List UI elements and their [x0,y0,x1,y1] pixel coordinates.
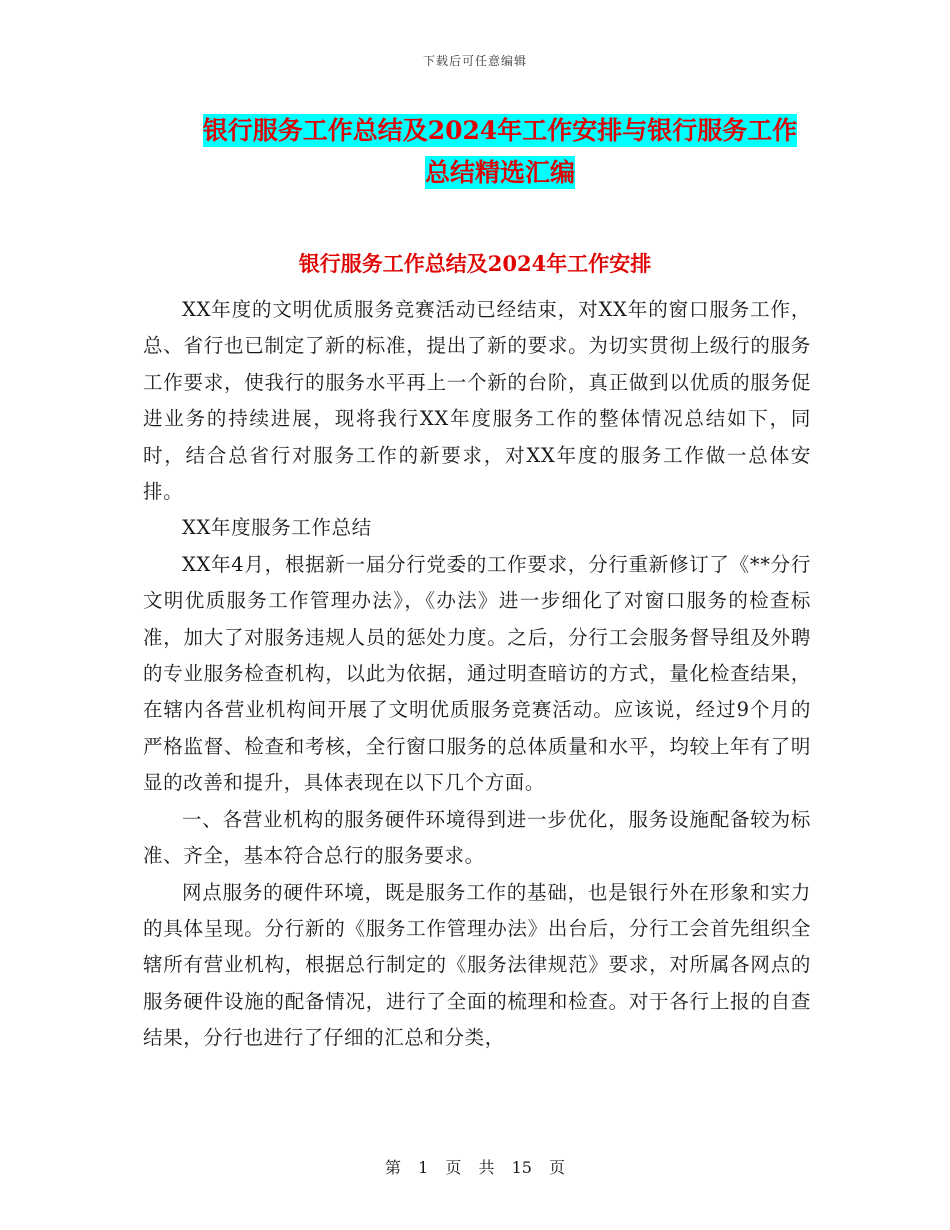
section-title: 银行服务工作总结及2024年工作安排 [298,251,652,276]
paragraph-hardware-environment: 网点服务的硬件环境，既是服务工作的基础，也是银行外在形象和实力的具体呈现。分行新的《服务工作管理办法》出台后，分行工会首先组织全辖所有营业机构，根据总行制定的《服务法律规范》要求，对所属各网点的服务硬件设施的配备情况，进行了全面的梳理和检查。对于各行上报的自查结果，分行也进行了仔细的汇总和分类， [143,880,811,1050]
footer-total-word: 共 [478,1158,495,1177]
footer-current-page: 1 [418,1158,429,1177]
paragraph-april-revision: XX年4月，根据新一届分行党委的工作要求，分行重新修订了《**分行文明优质服务工作管理办法》，《办法》进一步细化了对窗口服务的检查标准，加大了对服务违规人员的惩处力度。之后，分行工会服务督导组及外聘的专业服务检查机构，以此为依据，通过明查暗访的方式，量化检查结果，在辖内各营业机构间开展了文明优质服务竞赛活动。应该说，经过9个月的严格监督、检查和考核，全行窗口服务的总体质量和水平，均较上年有了明显的改善和提升，具体表现在以下几个方面。 [143,552,811,795]
document-title-line-2: 总结精选汇编 [424,158,575,187]
paragraph-heading-summary: XX年度服务工作总结 [182,516,372,540]
footer-prefix: 第 [384,1158,401,1177]
footer-suffix: 页 [549,1158,566,1177]
header-note: 下载后可任意编辑 [422,54,527,68]
document-title-line-1: 银行服务工作总结及2024年工作安排与银行服务工作 [202,116,798,145]
body-text [143,292,811,1057]
paragraph-point-one: 一、各营业机构的服务硬件环境得到进一步优化，服务设施配备较为标准、齐全，基本符合总行的服务要求。 [143,807,811,868]
document-title [140,110,860,194]
paragraph-intro: XX年度的文明优质服务竞赛活动已经结束，对XX年的窗口服务工作，总、省行也已制定了新的标准，提出了新的要求。为切实贯彻上级行的服务工作要求，使我行的服务水平再上一个新的台阶，真正做到以优质的服务促进业务的持续进展，现将我行XX年度服务工作的整体情况总结如下，同时，结合总省行对服务工作的新要求，对XX年度的服务工作做一总体安排。 [143,298,811,504]
page-footer [0,1155,950,1178]
footer-total-pages: 15 [511,1158,532,1177]
footer-page-word: 页 [445,1158,462,1177]
